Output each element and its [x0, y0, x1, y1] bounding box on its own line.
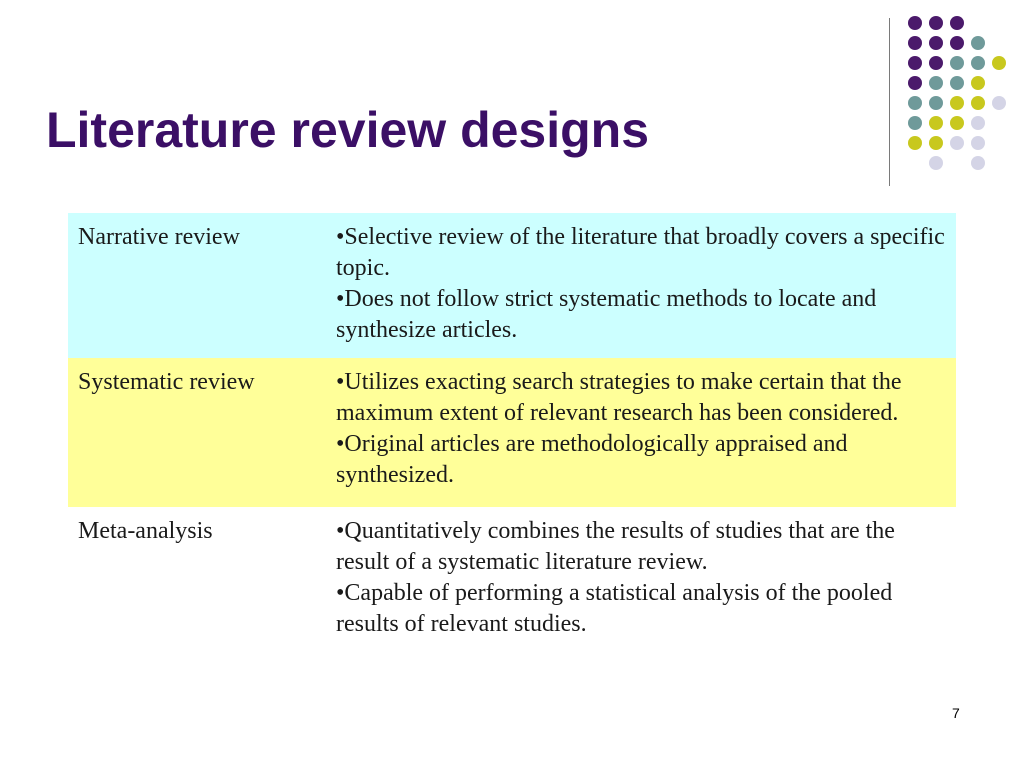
decor-dot	[950, 56, 964, 70]
bullet-text: •Quantitatively combines the results of studies that are the result of a systematic literature review.	[336, 518, 895, 575]
decor-dot	[950, 76, 964, 90]
bullet-text: •Selective review of the literature that broadly covers a specific topic.	[336, 224, 945, 281]
description-cell	[326, 507, 956, 649]
decor-dot	[908, 16, 922, 30]
bullet-text: •Original articles are methodologically appraised and synthesized.	[336, 431, 848, 488]
description-cell	[326, 213, 956, 358]
term-cell: Meta-analysis	[78, 518, 213, 544]
table-row-narrative	[68, 213, 956, 358]
decor-dot	[908, 76, 922, 90]
decor-dot	[929, 36, 943, 50]
decor-dot	[908, 136, 922, 150]
decor-dot	[950, 96, 964, 110]
decor-dot	[971, 136, 985, 150]
decor-dot	[971, 56, 985, 70]
decor-dot	[992, 56, 1006, 70]
decor-dot	[929, 56, 943, 70]
decor-dot	[992, 96, 1006, 110]
decor-dot	[929, 96, 943, 110]
decor-dot	[929, 136, 943, 150]
decor-dot	[950, 116, 964, 130]
bullet-text: •Utilizes exacting search strategies to make certain that the maximum extent of relevant research has been considered.	[336, 369, 902, 426]
vertical-divider	[889, 18, 890, 186]
term-cell: Systematic review	[78, 369, 255, 395]
decor-dot	[929, 116, 943, 130]
decor-dot	[950, 136, 964, 150]
table-row-meta-analysis	[68, 507, 956, 649]
decor-dot	[971, 156, 985, 170]
decor-dot	[971, 36, 985, 50]
description-cell	[326, 358, 956, 507]
decor-dot	[971, 116, 985, 130]
decor-dot	[950, 36, 964, 50]
decor-dot	[908, 56, 922, 70]
page-number: 7	[952, 705, 960, 721]
term-cell: Narrative review	[78, 224, 240, 250]
decor-dot	[971, 76, 985, 90]
decor-dot	[908, 116, 922, 130]
decor-dot	[929, 76, 943, 90]
slide-title: Literature review designs	[46, 102, 650, 158]
decor-dot	[971, 96, 985, 110]
bullet-text: •Does not follow strict systematic methods to locate and synthesize articles.	[336, 286, 877, 343]
decor-dot	[908, 36, 922, 50]
decor-dot	[950, 16, 964, 30]
decor-dot	[929, 156, 943, 170]
review-designs-table	[68, 213, 956, 649]
decor-dot	[929, 16, 943, 30]
table-row-systematic	[68, 358, 956, 507]
bullet-text: •Capable of performing a statistical analysis of the pooled results of relevant studies.	[336, 580, 893, 637]
decor-dot	[908, 96, 922, 110]
